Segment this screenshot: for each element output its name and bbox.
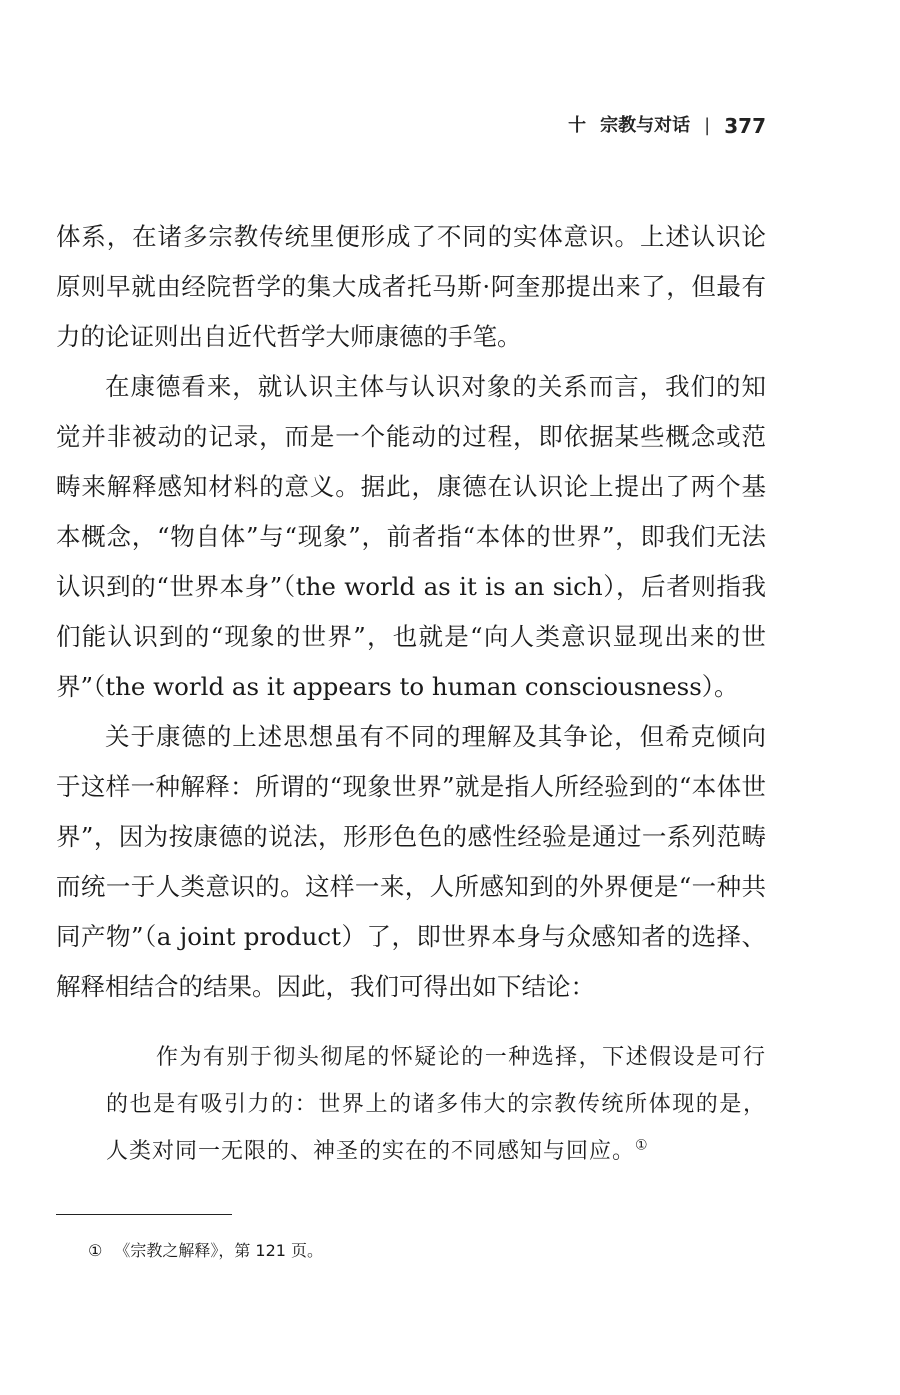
footnote — [88, 1240, 323, 1262]
page-number: 377 — [724, 114, 766, 138]
footnote-mark: ① — [88, 1241, 103, 1260]
block-quote — [106, 1034, 766, 1175]
footnote-divider — [56, 1214, 232, 1215]
chapter-number: 十 — [568, 115, 587, 136]
quote-text: 作为有别于彻头彻尾的怀疑论的一种选择，下述假设是可行的也是有吸引力的：世界上的诸多伟大的宗教传统所体现的是，人类对同一无限的、神圣的实在的不同感知与回应。 — [106, 1045, 766, 1164]
paragraph-kant: 在康德看来，就认识主体与认识对象的关系而言，我们的知觉并非被动的记录，而是一个能动的过程，即依据某些概念或范畴来解释感知材料的意义。据此，康德在认识论上提出了两个基本概念，“物自体”与“现象”，前者指“本体的世界”，即我们无法认识到的“世界本身”（the world as it is an sich），后者则指我们能认识到的“现象的世界”，也就是“向人类意识显现出来的世界”（the world as it appears to human consciousness）。 — [56, 372, 766, 701]
running-header — [568, 114, 766, 138]
main-text — [56, 212, 766, 1012]
footnote-reference: ① — [635, 1137, 649, 1154]
chapter-title: 宗教与对话 — [600, 115, 691, 136]
paragraph-hick: 关于康德的上述思想虽有不同的理解及其争论，但希克倾向于这样一种解释：所谓的“现象世界”就是指人所经验到的“本体世界”，因为按康德的说法，形形色色的感性经验是通过一系列范畴而统一于人类意识的。这样一来，人所感知到的外界便是“一种共同产物”（a joint product）了，即世界本身与众感知者的选择、解释相结合的结果。因此，我们可得出如下结论： — [56, 722, 766, 1001]
footnote-text: 《宗教之解释》，第 121 页。 — [114, 1241, 324, 1260]
header-separator: | — [704, 115, 711, 136]
paragraph-continuation: 体系，在诸多宗教传统里便形成了不同的实体意识。上述认识论原则早就由经院哲学的集大成者托马斯·阿奎那提出来了，但最有力的论证则出自近代哲学大师康德的手笔。 — [56, 222, 766, 351]
